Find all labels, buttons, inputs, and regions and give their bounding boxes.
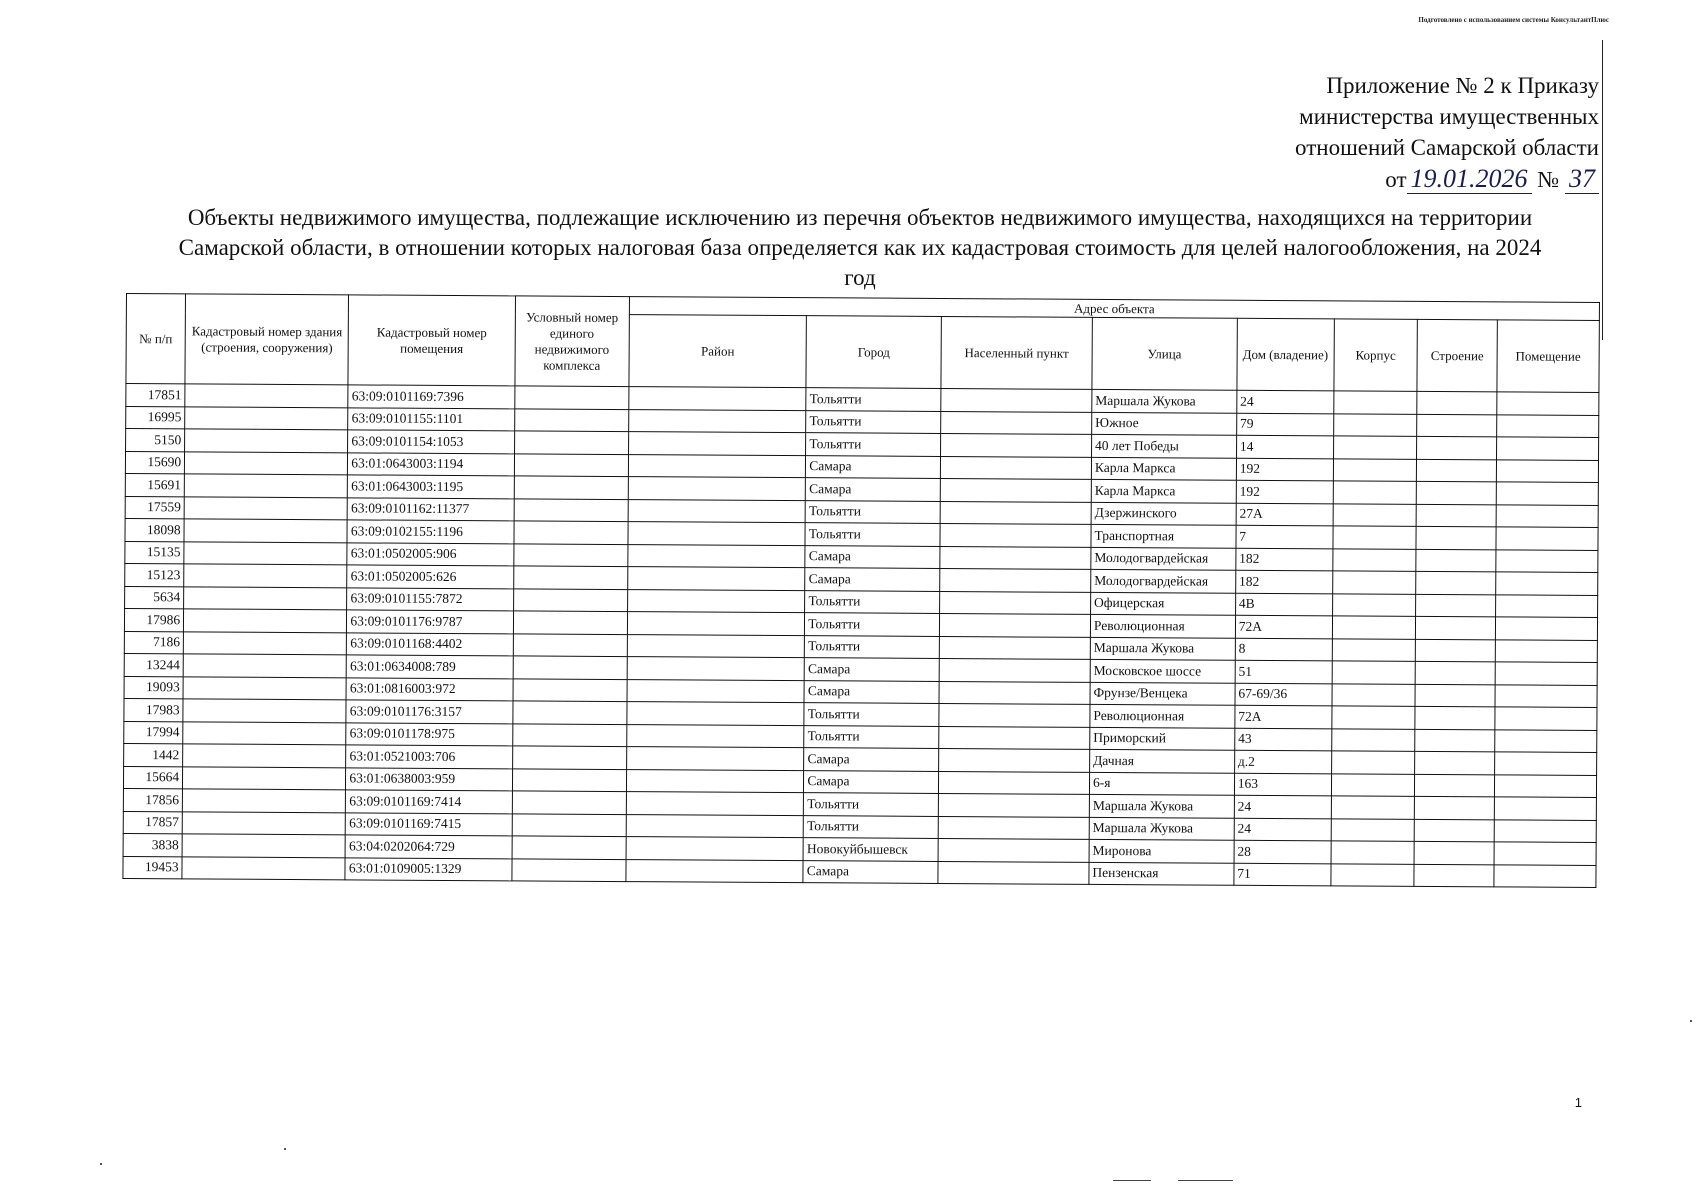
header-complex: Условный номер единого недвижимого комплекса <box>515 296 630 387</box>
cell-street: Молодогвардейская <box>1091 547 1236 570</box>
cell-num: 19453 <box>123 856 182 879</box>
cell-district <box>628 522 806 546</box>
cell-street: Пензенская <box>1089 862 1234 885</box>
cell-building <box>185 451 348 474</box>
cell-complex <box>514 498 628 521</box>
cell-room: 63:01:0521003:706 <box>346 745 512 769</box>
cell-room: 63:09:0101168:4402 <box>347 632 513 656</box>
cell-block <box>1331 863 1415 886</box>
cell-complex <box>514 408 628 431</box>
appendix-date-line <box>1295 163 1599 195</box>
cell-district <box>627 724 805 748</box>
cell-house: 51 <box>1235 660 1332 683</box>
footer-dash <box>1178 1180 1233 1181</box>
cell-structure <box>1416 504 1496 527</box>
cell-locality <box>938 793 1089 816</box>
cell-premises <box>1495 662 1597 685</box>
cell-building <box>183 766 346 789</box>
cell-complex <box>512 813 626 836</box>
cell-building <box>182 789 345 812</box>
cell-premises <box>1495 684 1597 707</box>
cell-block <box>1332 638 1416 661</box>
cell-street: Транспортная <box>1091 524 1236 547</box>
scan-speck <box>284 1148 286 1150</box>
cell-house: 27А <box>1236 503 1333 526</box>
page-number: 1 <box>1574 1095 1582 1110</box>
cell-locality <box>938 771 1089 794</box>
cell-house: 67-69/36 <box>1235 683 1332 706</box>
cell-premises <box>1496 459 1598 482</box>
cell-house: 72А <box>1235 615 1332 638</box>
cell-building <box>184 519 347 542</box>
cell-locality <box>939 658 1090 681</box>
cell-room: 63:09:0101169:7414 <box>346 790 512 814</box>
cell-room: 63:01:0634008:789 <box>347 655 513 679</box>
cell-structure <box>1415 706 1495 729</box>
header-num: № п/п <box>126 294 186 384</box>
cell-city: Самара <box>804 658 939 681</box>
cell-complex <box>513 566 627 589</box>
cell-num: 17986 <box>124 608 183 631</box>
cell-building <box>184 474 347 497</box>
cell-num: 15691 <box>125 473 184 496</box>
cell-complex <box>513 543 627 566</box>
cell-city: Новокуйбышевск <box>803 838 938 861</box>
cell-num: 17994 <box>124 721 183 744</box>
cell-district <box>629 387 807 411</box>
cell-structure <box>1417 436 1497 459</box>
cell-premises <box>1496 504 1598 527</box>
cell-num: 17983 <box>124 698 183 721</box>
cell-street: Маршала Жукова <box>1090 637 1235 660</box>
cell-street: Приморский <box>1090 727 1235 750</box>
cell-num: 3838 <box>123 833 182 856</box>
cell-city: Самара <box>804 680 939 703</box>
cell-structure <box>1414 841 1494 864</box>
cell-block <box>1332 706 1416 729</box>
cell-premises <box>1497 392 1599 415</box>
header-building: Кадастровый номер здания (строения, сооружения) <box>185 294 349 385</box>
cell-structure <box>1417 459 1497 482</box>
objects-table <box>122 293 1600 888</box>
cell-room: 63:01:0638003:959 <box>346 767 512 791</box>
cell-house: 182 <box>1236 548 1333 571</box>
cell-building <box>185 429 348 452</box>
cell-premises <box>1496 482 1598 505</box>
cell-building <box>183 744 346 767</box>
cell-premises <box>1496 572 1598 595</box>
cell-house: 79 <box>1236 413 1333 436</box>
cell-district <box>627 634 805 658</box>
cell-locality <box>938 861 1089 884</box>
cell-num: 15664 <box>123 766 182 789</box>
cell-locality <box>938 816 1089 839</box>
cell-district <box>627 702 805 726</box>
cell-city: Самара <box>805 568 940 591</box>
footer-dash <box>1113 1180 1151 1181</box>
cell-structure <box>1415 661 1495 684</box>
cell-room: 63:01:0643003:1194 <box>348 452 514 476</box>
cell-complex <box>513 633 627 656</box>
cell-house: 28 <box>1234 840 1331 863</box>
cell-structure <box>1417 481 1497 504</box>
cell-premises <box>1494 842 1596 865</box>
cell-premises <box>1494 864 1596 887</box>
table-body <box>123 384 1599 888</box>
cell-block <box>1333 548 1417 571</box>
cell-premises <box>1495 639 1597 662</box>
cell-block <box>1333 526 1417 549</box>
cell-num: 13244 <box>124 653 183 676</box>
cell-room: 63:09:0101169:7415 <box>346 812 512 836</box>
cell-house: д.2 <box>1234 750 1331 773</box>
cell-city: Самара <box>803 860 938 883</box>
cell-complex <box>513 656 627 679</box>
cell-building <box>183 654 346 677</box>
cell-locality <box>939 681 1090 704</box>
cell-room: 63:04:0202064:729 <box>345 835 511 859</box>
cell-locality <box>941 411 1092 434</box>
cell-city: Тольятти <box>806 433 941 456</box>
cell-block <box>1333 413 1417 436</box>
cell-block <box>1333 458 1417 481</box>
cell-complex <box>514 386 628 409</box>
cell-city: Самара <box>806 455 941 478</box>
number-label: № <box>1537 167 1560 192</box>
document-title: Объекты недвижимого имущества, подлежащие исключению из перечня объектов недвижимого имущества, находящихся на территории Самарской области, в отношении которых налоговая база определяется как их кадастровая стоимость для целей налогообложения, на 2024 год <box>178 205 1542 290</box>
header-premises: Помещение <box>1497 320 1600 393</box>
cell-house: 192 <box>1236 480 1333 503</box>
header-address-group: Адрес объекта <box>629 297 1599 321</box>
cell-city: Самара <box>806 478 941 501</box>
cell-district <box>626 769 804 793</box>
cell-street: Революционная <box>1090 614 1235 637</box>
cell-locality <box>940 523 1091 546</box>
cell-building <box>185 384 348 407</box>
cell-premises <box>1494 752 1596 775</box>
handwritten-date: 19.01.2026 <box>1407 164 1532 194</box>
cell-street: Карла Маркса <box>1091 479 1236 502</box>
cell-street: Маршала Жукова <box>1089 817 1234 840</box>
cell-building <box>183 721 346 744</box>
cell-district <box>628 432 806 456</box>
cell-premises <box>1496 437 1598 460</box>
cell-num: 15123 <box>125 563 184 586</box>
cell-num: 7186 <box>124 631 183 654</box>
cell-premises <box>1494 797 1596 820</box>
cell-district <box>626 747 804 771</box>
cell-room: 63:01:0816003:972 <box>346 677 512 701</box>
cell-room: 63:09:0101155:1101 <box>348 407 514 431</box>
cell-locality <box>940 591 1091 614</box>
cell-city: Самара <box>804 770 939 793</box>
cell-block <box>1331 841 1415 864</box>
cell-locality <box>941 433 1092 456</box>
cell-complex <box>513 611 627 634</box>
cell-num: 17857 <box>123 811 182 834</box>
cell-city: Тольятти <box>805 635 940 658</box>
cell-city: Тольятти <box>806 410 941 433</box>
cell-district <box>627 679 805 703</box>
cell-city: Тольятти <box>804 815 939 838</box>
cell-complex <box>512 836 626 859</box>
cell-street: Московское шоссе <box>1090 659 1235 682</box>
cell-block <box>1333 391 1417 414</box>
header-house: Дом (владение) <box>1237 318 1334 391</box>
cell-premises <box>1495 617 1597 640</box>
cell-num: 5150 <box>126 429 185 452</box>
handwritten-number: 37 <box>1565 164 1599 194</box>
cell-locality <box>940 478 1091 501</box>
cell-house: 24 <box>1234 818 1331 841</box>
cell-complex <box>514 431 628 454</box>
cell-structure <box>1417 414 1497 437</box>
cell-structure <box>1415 751 1495 774</box>
cell-premises <box>1495 707 1597 730</box>
cell-num: 15135 <box>125 541 184 564</box>
cell-premises <box>1494 819 1596 842</box>
appendix-line-3: отношений Самарской области <box>1295 135 1599 160</box>
cell-structure <box>1415 819 1495 842</box>
cell-building <box>182 811 345 834</box>
cell-complex <box>512 723 626 746</box>
cell-structure <box>1415 774 1495 797</box>
cell-city: Тольятти <box>806 388 941 411</box>
cell-house: 8 <box>1235 638 1332 661</box>
header-street: Улица <box>1092 317 1237 390</box>
cell-structure <box>1415 729 1495 752</box>
cell-street: Молодогвардейская <box>1091 569 1236 592</box>
cell-locality <box>940 501 1091 524</box>
cell-street: Дачная <box>1090 749 1235 772</box>
cell-block <box>1331 796 1415 819</box>
cell-block <box>1331 773 1415 796</box>
cell-premises <box>1496 549 1598 572</box>
cell-house: 24 <box>1237 390 1334 413</box>
cell-street: Дзержинского <box>1091 502 1236 525</box>
cell-district <box>627 589 805 613</box>
cell-room: 63:09:0101178:975 <box>346 722 512 746</box>
cell-block <box>1332 593 1416 616</box>
cell-room: 63:09:0101162:11377 <box>347 497 513 521</box>
cell-complex <box>513 701 627 724</box>
cell-block <box>1331 728 1415 751</box>
date-prefix: от <box>1385 167 1407 192</box>
cell-num: 19093 <box>124 676 183 699</box>
cell-house: 182 <box>1235 570 1332 593</box>
cell-building <box>184 496 347 519</box>
cell-complex <box>513 588 627 611</box>
appendix-line-2: министерства имущественных <box>1299 104 1599 129</box>
cell-block <box>1332 616 1416 639</box>
cell-num: 17559 <box>125 496 184 519</box>
cell-room: 63:09:0101154:1053 <box>348 430 514 454</box>
cell-building <box>184 541 347 564</box>
cell-district <box>626 859 804 883</box>
cell-structure <box>1416 616 1496 639</box>
header-locality: Населенный пункт <box>941 316 1092 389</box>
cell-district <box>628 499 806 523</box>
cell-structure <box>1416 639 1496 662</box>
cell-locality <box>940 546 1091 569</box>
appendix-line-1: Приложение № 2 к Приказу <box>1326 73 1599 98</box>
cell-building <box>183 699 346 722</box>
cell-locality <box>939 636 1090 659</box>
cell-district <box>628 477 806 501</box>
cell-block <box>1332 683 1416 706</box>
scan-speck <box>1690 1020 1692 1022</box>
cell-district <box>626 837 804 861</box>
cell-locality <box>939 726 1090 749</box>
cell-block <box>1332 571 1416 594</box>
cell-room: 63:01:0643003:1195 <box>348 475 514 499</box>
cell-locality <box>939 748 1090 771</box>
cell-block <box>1331 818 1415 841</box>
cell-premises <box>1497 414 1599 437</box>
cell-block <box>1331 751 1415 774</box>
cell-structure <box>1416 526 1496 549</box>
cell-house: 71 <box>1234 863 1331 886</box>
header-block: Корпус <box>1334 319 1418 392</box>
scan-speck <box>100 1163 102 1165</box>
cell-room: 63:01:0502005:626 <box>347 565 513 589</box>
cell-structure <box>1414 864 1494 887</box>
cell-locality <box>938 838 1089 861</box>
cell-room: 63:01:0109005:1329 <box>345 857 511 881</box>
cell-city: Тольятти <box>805 613 940 636</box>
cell-house: 7 <box>1236 525 1333 548</box>
cell-num: 1442 <box>124 743 183 766</box>
cell-building <box>184 609 347 632</box>
cell-city: Тольятти <box>805 523 940 546</box>
cell-num: 16995 <box>126 406 185 429</box>
cell-building <box>182 834 345 857</box>
cell-building <box>184 564 347 587</box>
cell-district <box>628 567 806 591</box>
cell-structure <box>1415 684 1495 707</box>
cell-locality <box>940 456 1091 479</box>
cell-city: Самара <box>805 545 940 568</box>
cell-city: Тольятти <box>805 500 940 523</box>
cell-locality <box>940 568 1091 591</box>
cell-complex <box>514 453 628 476</box>
cell-num: 17851 <box>126 384 185 407</box>
cell-building <box>183 676 346 699</box>
header-district: Район <box>629 315 807 388</box>
cell-street: Революционная <box>1090 704 1235 727</box>
cell-structure <box>1415 796 1495 819</box>
header-city: Город <box>806 316 941 389</box>
cell-street: Маршала Жукова <box>1089 794 1234 817</box>
cell-premises <box>1495 729 1597 752</box>
cell-street: Карла Маркса <box>1091 457 1236 480</box>
cell-room: 63:09:0101176:3157 <box>346 700 512 724</box>
cell-district <box>628 544 806 568</box>
consultant-plus-note: Подготовлено с использованием системы КонсультантПлюс <box>1418 16 1609 24</box>
cell-structure <box>1416 571 1496 594</box>
cell-complex <box>512 768 626 791</box>
cell-house: 24 <box>1234 795 1331 818</box>
cell-street: 40 лет Победы <box>1091 434 1236 457</box>
cell-house: 14 <box>1236 435 1333 458</box>
cell-num: 17856 <box>123 788 182 811</box>
cell-city: Самара <box>804 748 939 771</box>
cell-complex <box>512 791 626 814</box>
cell-room: 63:09:0102155:1196 <box>347 520 513 544</box>
cell-room: 63:09:0101176:9787 <box>347 610 513 634</box>
cell-complex <box>512 858 626 881</box>
cell-city: Тольятти <box>804 725 939 748</box>
appendix-block <box>1295 70 1599 195</box>
cell-building <box>182 856 345 879</box>
cell-building <box>185 406 348 429</box>
cell-district <box>629 409 807 433</box>
cell-premises <box>1496 527 1598 550</box>
cell-room: 63:01:0502005:906 <box>347 542 513 566</box>
cell-complex <box>513 678 627 701</box>
cell-street: Миронова <box>1089 839 1234 862</box>
margin-line <box>1602 40 1603 340</box>
cell-num: 5634 <box>125 586 184 609</box>
cell-building <box>183 631 346 654</box>
cell-district <box>628 454 806 478</box>
cell-street: Южное <box>1092 412 1237 435</box>
cell-city: Тольятти <box>804 703 939 726</box>
cell-structure <box>1416 594 1496 617</box>
cell-street: 6-я <box>1089 772 1234 795</box>
cell-street: Фрунзе/Венцека <box>1090 682 1235 705</box>
cell-num: 18098 <box>125 518 184 541</box>
cell-district <box>626 814 804 838</box>
cell-block <box>1333 481 1417 504</box>
cell-house: 43 <box>1235 728 1332 751</box>
cell-complex <box>512 746 626 769</box>
cell-city: Тольятти <box>805 590 940 613</box>
cell-house: 72А <box>1235 705 1332 728</box>
cell-house: 4В <box>1235 593 1332 616</box>
cell-district <box>627 612 805 636</box>
cell-building <box>184 586 347 609</box>
cell-structure <box>1417 391 1497 414</box>
cell-district <box>626 792 804 816</box>
cell-house: 192 <box>1236 458 1333 481</box>
cell-house: 163 <box>1234 773 1331 796</box>
cell-structure <box>1416 549 1496 572</box>
cell-complex <box>514 521 628 544</box>
cell-city: Тольятти <box>804 793 939 816</box>
header-room: Кадастровый номер помещения <box>348 295 515 386</box>
cell-street: Офицерская <box>1091 592 1236 615</box>
cell-block <box>1332 661 1416 684</box>
cell-premises <box>1494 774 1596 797</box>
cell-room: 63:09:0101155:7872 <box>347 587 513 611</box>
cell-locality <box>939 703 1090 726</box>
cell-block <box>1333 436 1417 459</box>
cell-num: 15690 <box>125 451 184 474</box>
cell-room: 63:09:0101169:7396 <box>348 385 514 409</box>
cell-district <box>627 657 805 681</box>
cell-block <box>1333 503 1417 526</box>
cell-complex <box>514 476 628 499</box>
cell-locality <box>939 613 1090 636</box>
cell-locality <box>941 388 1092 411</box>
header-structure: Строение <box>1417 319 1497 391</box>
cell-premises <box>1495 594 1597 617</box>
cell-street: Маршала Жукова <box>1092 389 1237 412</box>
